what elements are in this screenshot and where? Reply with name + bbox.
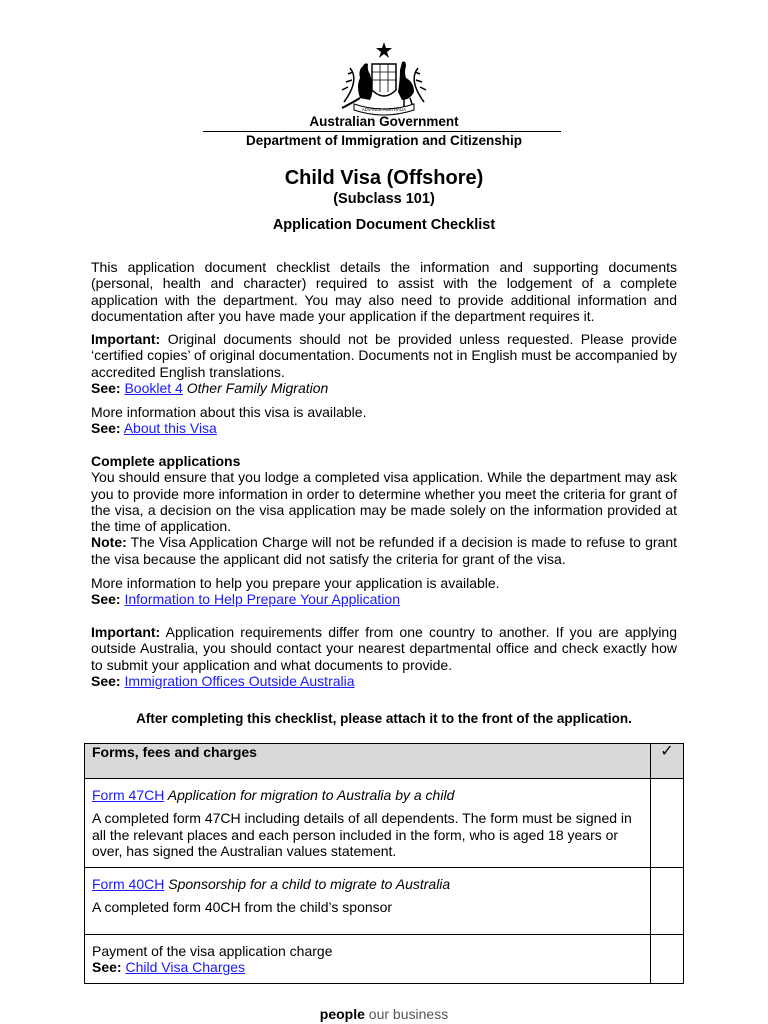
coat-of-arms-icon [330, 40, 438, 118]
page-title: Child Visa (Offshore) [284, 167, 484, 189]
table-cell [85, 779, 651, 868]
prepare-text: More information to help you prepare your application is available. [91, 575, 500, 591]
immigration-offices-link[interactable]: Immigration Offices Outside Australia [124, 672, 355, 689]
complete-applications-section [91, 453, 677, 567]
footer-tagline [0, 1006, 768, 1022]
important-text: Application requirements differ from one country to another. If you are applying outside Australia, you should contact your nearest departmental office and check exactly how to submit your application and what documents to provide. [91, 624, 677, 673]
form-40ch-title: Sponsorship for a child to migrate to Australia [164, 876, 451, 893]
footer-people: people [319, 1006, 365, 1022]
table-header: Forms, fees and charges [85, 744, 651, 779]
prepare-paragraph [91, 575, 677, 608]
table-cell [85, 934, 651, 984]
complete-applications-text: You should ensure that you lodge a completed visa application. While the department may ask you to provide more information in order to determine whether you meet the criteria for grant of the visa, a decision on the visa application may be made solely on the information provided at the time of application. [91, 469, 677, 535]
tick-icon: ✓ [651, 744, 684, 779]
form-47ch-title: Application for migration to Australia by a child [164, 787, 455, 803]
form-47ch-description: A completed form 47CH including details of all dependents. The form must be signed in all the relevant places and each person included in the form, who is aged 18 years or over, has signed the Australian values statement. [92, 810, 632, 859]
subclass-label: (Subclass 101) [333, 191, 435, 207]
crest-motto: ADVANCE AUSTRALIA [361, 107, 407, 112]
child-visa-charges-link[interactable]: Child Visa Charges [125, 959, 246, 976]
important-paragraph-2 [91, 624, 677, 689]
checkbox-cell-form-47ch[interactable] [651, 779, 684, 868]
form-47ch-link[interactable]: Form 47CH [92, 787, 165, 803]
header-rule [203, 131, 561, 132]
intro-paragraph: This application document checklist details the information and supporting documents (personal, health and character) required to assist with the lodgement of a complete application with the department. You may also need to provide additional information and documentation after you have made your application if the department requires it. [91, 259, 677, 324]
important-text: Original documents should not be provided unless requested. Please provide ‘certified copies’ of original documentation. Documents not in English must be accompanied by accredited English translations. [91, 331, 677, 380]
see-label: See: [91, 591, 121, 608]
more-info-text: More information about this visa is available. [91, 404, 367, 420]
complete-applications-heading: Complete applications [91, 453, 241, 469]
attach-instruction: After completing this checklist, please attach it to the front of the application. [136, 711, 632, 726]
see-label: See: [91, 672, 121, 689]
form-40ch-description: A completed form 40CH from the child’s sponsor [92, 899, 393, 916]
important-paragraph-1 [91, 331, 677, 396]
government-name: Australian Government [309, 114, 459, 129]
booklet-4-link[interactable]: Booklet 4 [124, 379, 183, 396]
footer-our-business: our business [364, 1006, 449, 1022]
forms-fees-table [84, 743, 684, 984]
more-info-paragraph [91, 404, 677, 437]
department-name: Department of Immigration and Citizenship [245, 133, 523, 148]
see-label: See: [91, 420, 121, 437]
important-label: Important: [91, 624, 161, 640]
form-40ch-link[interactable]: Form 40CH [92, 876, 165, 893]
note-label: Note: [91, 534, 127, 551]
see-label: See: [92, 959, 122, 976]
table-header-row [85, 744, 684, 779]
booklet-title: Other Family Migration [182, 379, 329, 396]
table-row [85, 934, 684, 984]
table-row [85, 779, 684, 868]
table-row [85, 868, 684, 935]
checklist-title: Application Document Checklist [272, 217, 496, 233]
payment-text: Payment of the visa application charge [92, 942, 333, 959]
important-label: Important: [91, 331, 161, 347]
checkbox-cell-form-40ch[interactable] [651, 868, 684, 935]
see-label: See: [91, 379, 121, 396]
note-text: The Visa Application Charge will not be refunded if a decision is made to refuse to grant the visa because the applicant did not satisfy the criteria for grant of the visa. [91, 534, 677, 567]
checkbox-cell-payment[interactable] [651, 934, 684, 984]
table-cell [85, 868, 651, 935]
about-this-visa-link[interactable]: About this Visa [123, 420, 217, 437]
prepare-application-link[interactable]: Information to Help Prepare Your Application [124, 591, 400, 608]
